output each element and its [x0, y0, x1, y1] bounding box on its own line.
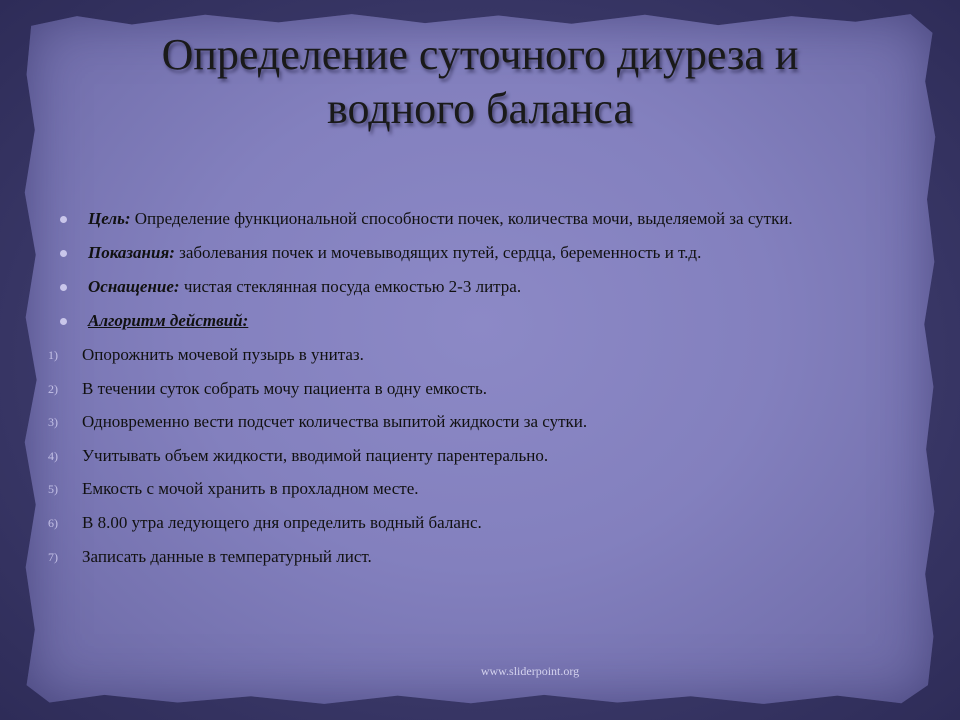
- step-text: Учитывать объем жидкости, вводимой пациенту парентерально.: [82, 445, 549, 465]
- step-number: 2): [48, 381, 58, 396]
- bullet-label: Показания:: [88, 243, 175, 262]
- step-text: Емкость с мочой хранить в прохладном месте.: [82, 479, 419, 499]
- bullet-text: заболевания почек и мочевыводящих путей, сердца, беременность и т.д.: [174, 243, 702, 262]
- bullet-icon: [60, 318, 67, 325]
- bullet-icon: [60, 250, 67, 257]
- step-number: 6): [48, 515, 58, 530]
- step-number: 3): [48, 415, 58, 430]
- step-item: [48, 376, 890, 402]
- step-item: [48, 544, 890, 570]
- step-item: [48, 342, 890, 368]
- step-text: В 8.00 утра ледующего дня определить водный баланс.: [82, 512, 482, 532]
- bullet-icon: [60, 284, 67, 291]
- bullet-text: Определение функциональной способности почек, количества мочи, выделяемой за сутки.: [130, 209, 793, 228]
- footer-url: www.sliderpoint.org: [480, 664, 580, 678]
- step-number: 7): [48, 549, 58, 564]
- step-item: [48, 510, 890, 536]
- step-item: [48, 409, 890, 435]
- step-number: 4): [48, 448, 58, 463]
- step-number: 1): [48, 348, 58, 362]
- bullet-label: Алгоритм действий:: [88, 311, 249, 330]
- bullet-label: Цель:: [88, 209, 131, 228]
- slide-content: [48, 206, 890, 577]
- bullet-text: чистая стеклянная посуда емкостью 2-3 литра.: [179, 277, 522, 296]
- bullet-label: Оснащение:: [88, 277, 180, 296]
- step-text: В течении суток собрать мочу пациента в одну емкость.: [82, 378, 487, 398]
- step-item: [48, 476, 890, 502]
- step-number: 5): [48, 482, 58, 497]
- step-text: Одновременно вести подсчет количества выпитой жидкости за сутки.: [82, 412, 588, 432]
- bullet-icon: [60, 216, 67, 223]
- bullet-indications: [60, 240, 890, 266]
- step-text: Записать данные в температурный лист.: [82, 546, 372, 566]
- bullet-goal: [60, 206, 890, 232]
- slide-title: Определение суточного диуреза и водного баланса: [161, 30, 799, 133]
- bullet-equipment: [60, 274, 890, 300]
- bullet-algorithm: [60, 308, 890, 334]
- step-text: Опорожнить мочевой пузырь в унитаз.: [82, 345, 364, 364]
- step-item: [48, 443, 890, 469]
